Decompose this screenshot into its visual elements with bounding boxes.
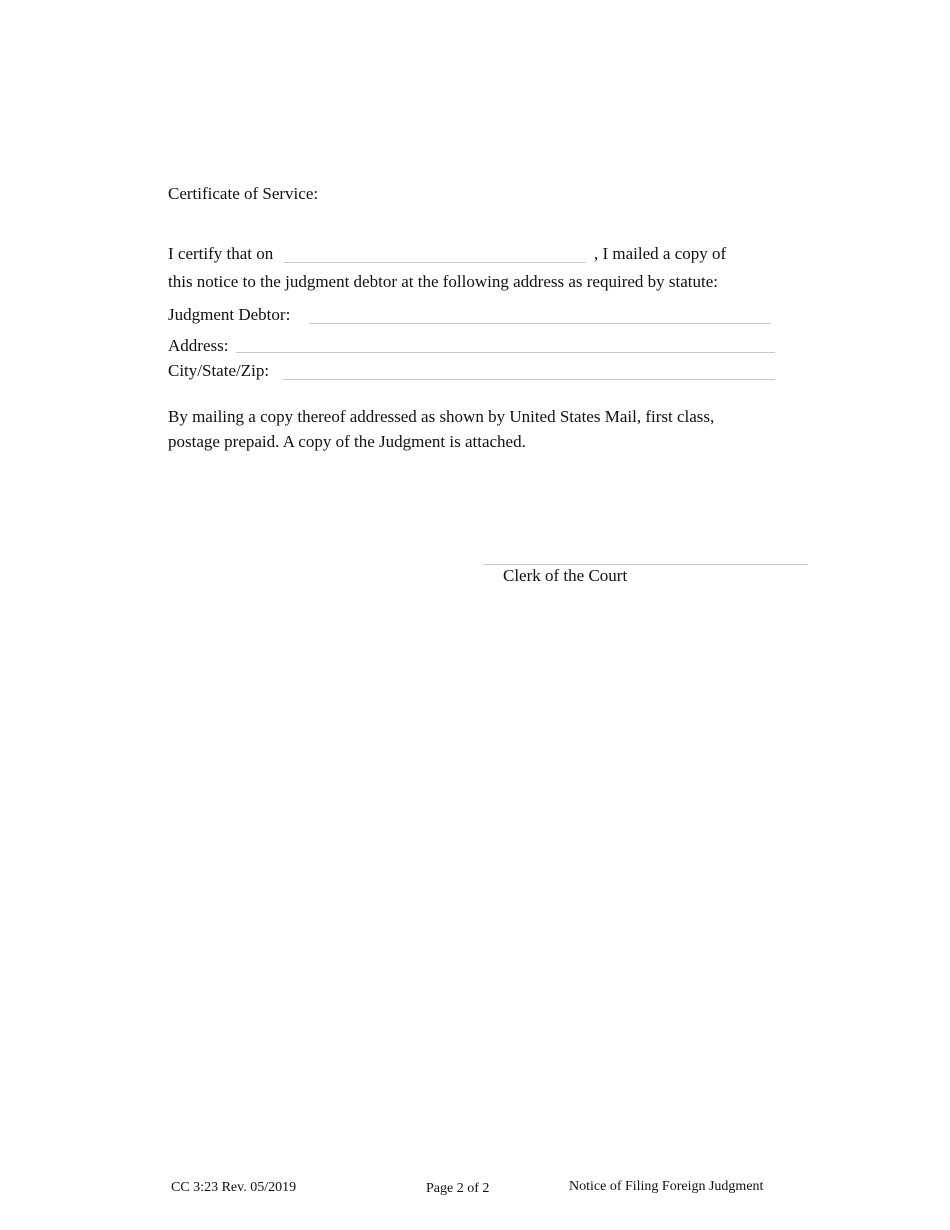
judgment-debtor-field[interactable] bbox=[310, 323, 770, 324]
certificate-heading: Certificate of Service: bbox=[168, 184, 319, 203]
mailing-line-1: By mailing a copy thereof addressed as shown by United States Mail, first class, bbox=[168, 407, 715, 426]
city-state-zip-field[interactable] bbox=[283, 379, 775, 380]
mailing-line-2: postage prepaid. A copy of the Judgment is attached. bbox=[168, 432, 526, 451]
certify-prefix: I certify that on bbox=[168, 244, 274, 263]
certify-line-2: this notice to the judgment debtor at the following address as required by statute: bbox=[168, 272, 719, 291]
address-field[interactable] bbox=[236, 352, 775, 353]
clerk-signature-label: Clerk of the Court bbox=[503, 566, 628, 585]
judgment-debtor-label: Judgment Debtor: bbox=[168, 305, 291, 324]
footer-page-number: Page 2 of 2 bbox=[426, 1181, 490, 1196]
address-label: Address: bbox=[168, 336, 229, 355]
certify-suffix: , I mailed a copy of bbox=[594, 244, 727, 263]
footer-form-code: CC 3:23 Rev. 05/2019 bbox=[171, 1180, 297, 1195]
clerk-signature-line[interactable] bbox=[484, 564, 808, 565]
footer-form-title: Notice of Filing Foreign Judgment bbox=[569, 1179, 764, 1194]
service-date-field[interactable] bbox=[284, 262, 586, 263]
city-state-zip-label: City/State/Zip: bbox=[168, 361, 270, 380]
